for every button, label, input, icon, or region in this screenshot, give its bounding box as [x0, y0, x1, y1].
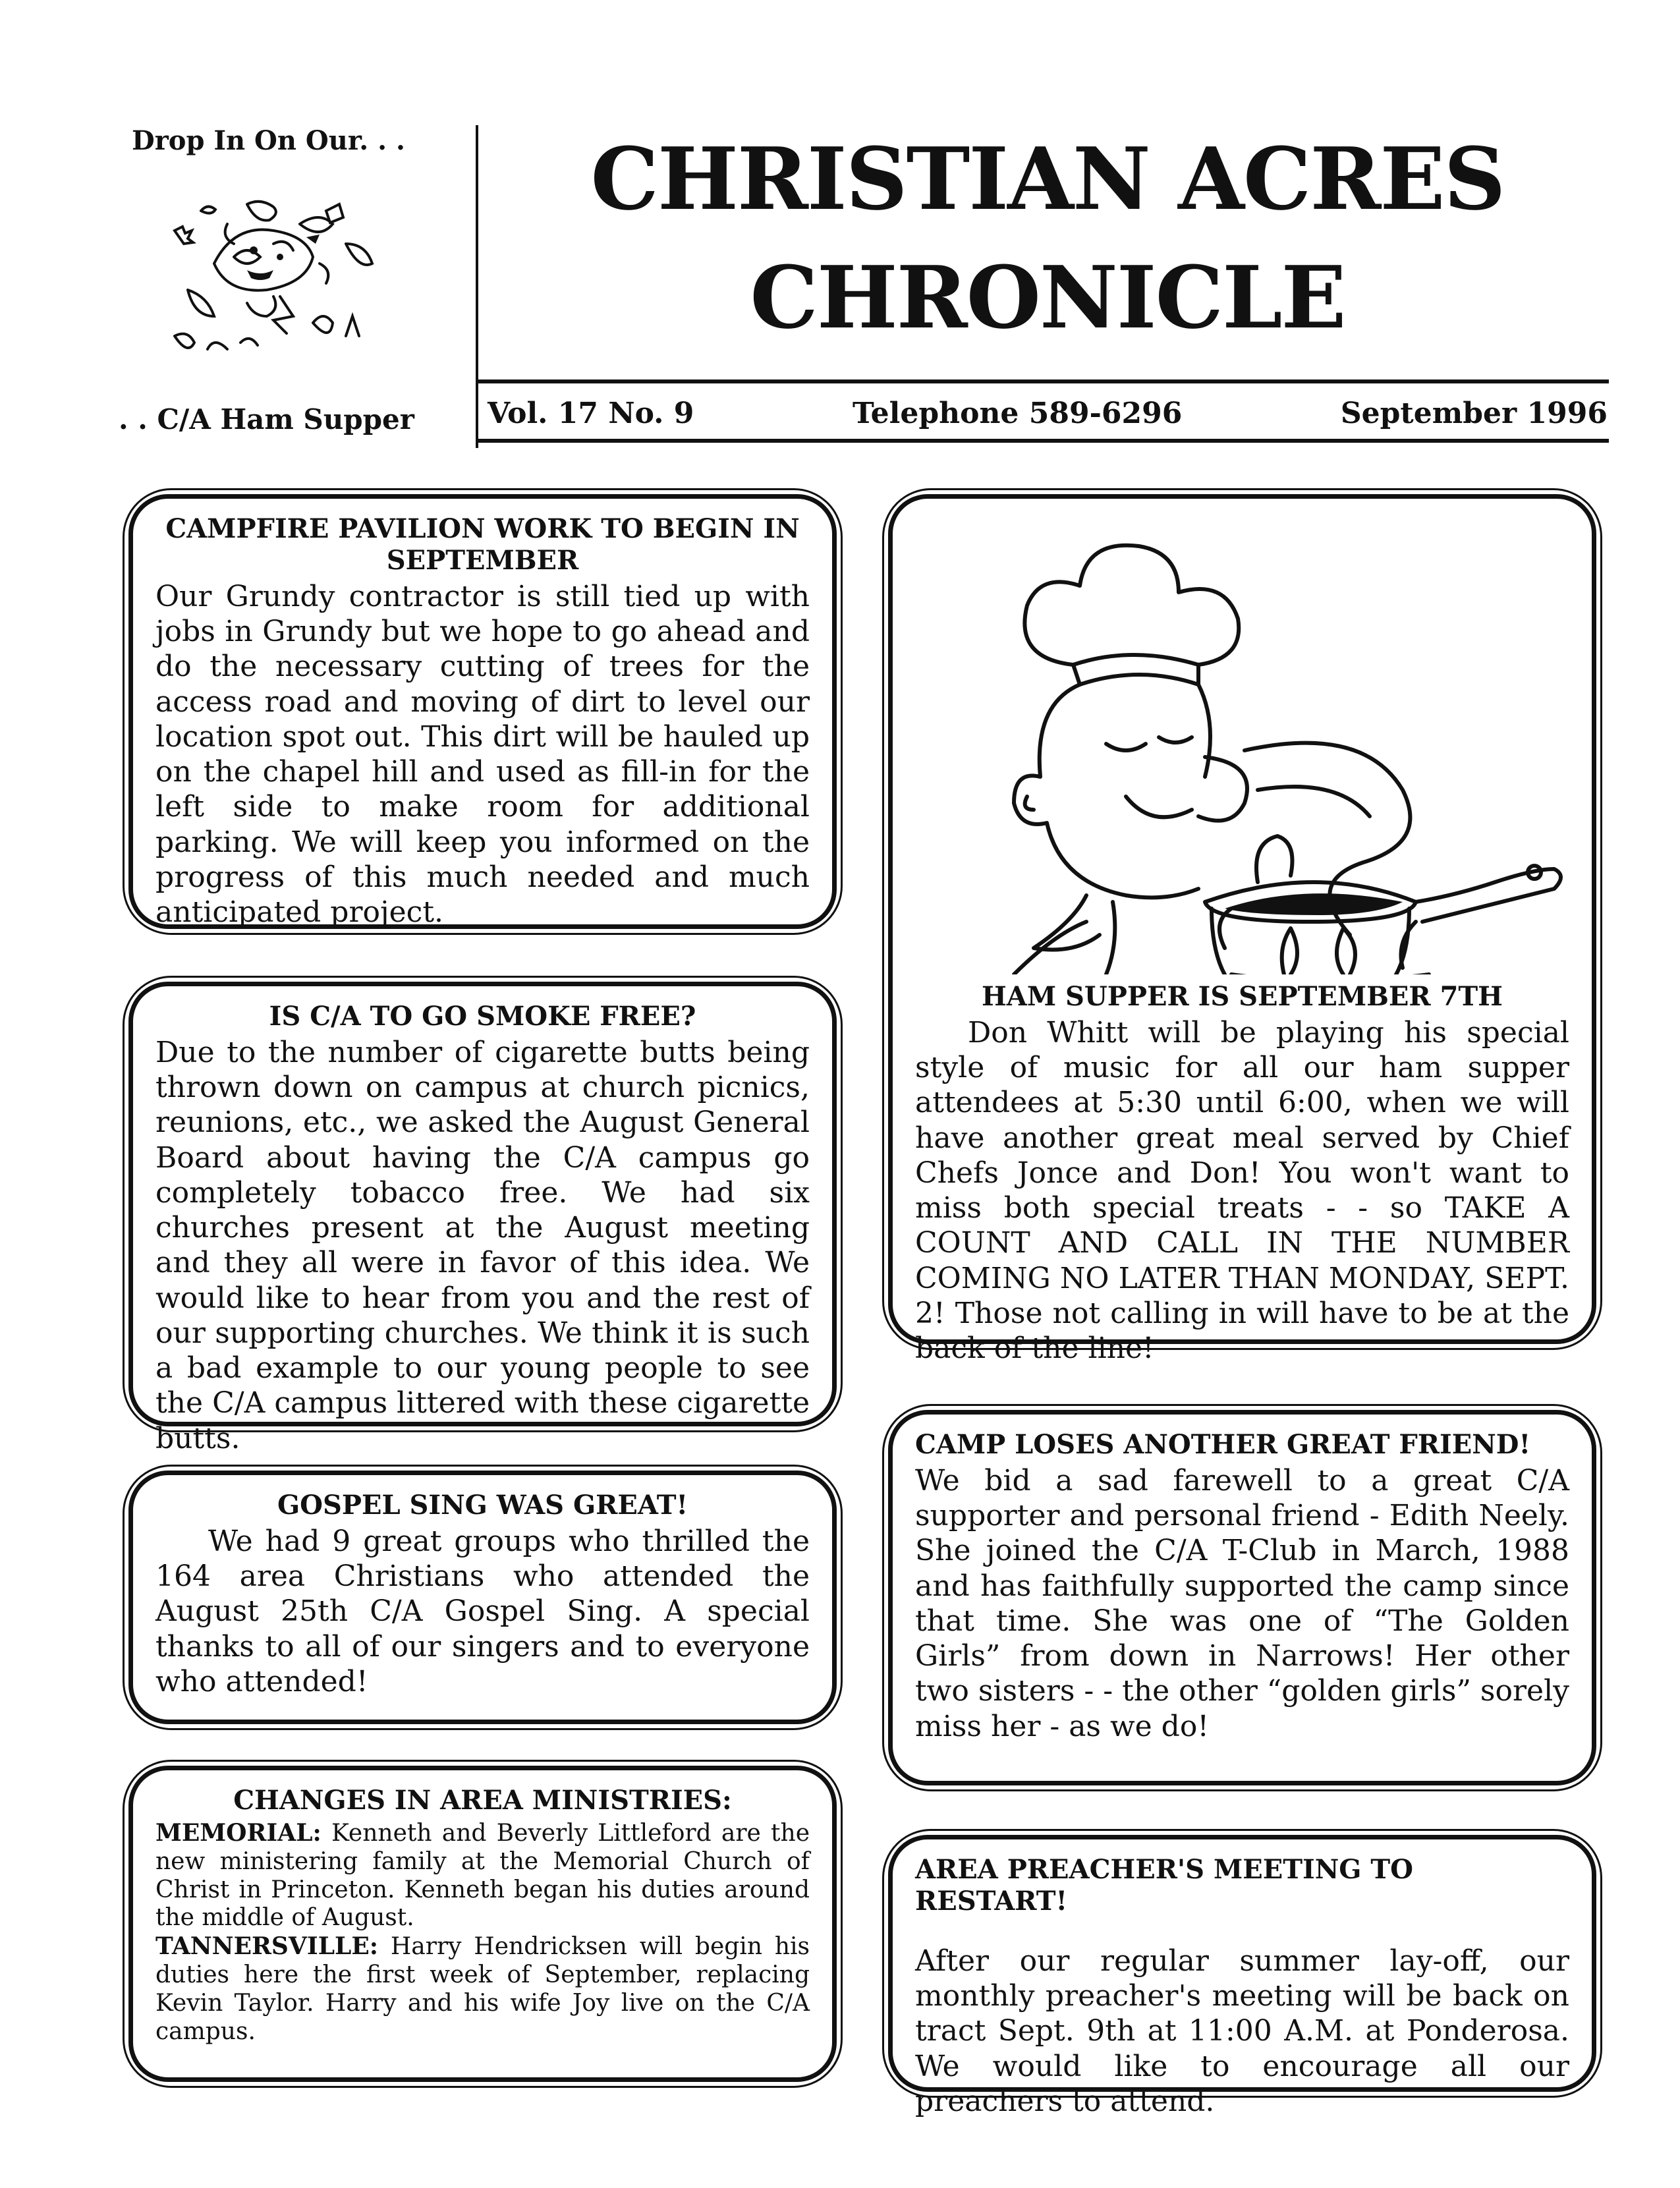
masthead-rule-top	[476, 379, 1609, 383]
article-body: Don Whitt will be playing his special style of music for all our ham supper attendees at 5:30 until 6:00, when we will have another great meal served by Chief Chefs Jonce and Don! You won't want to miss both special treats - - so TAKE A COUNT AND CALL IN THE NUMBER COMING NO LATER THAN MONDAY, SEPT. 2! Those not calling in will have to be at the back of the line!	[915, 1016, 1569, 1366]
telephone-number: Telephone 589-6296	[852, 396, 1183, 430]
article-preachers-meeting	[888, 1835, 1596, 2118]
article-headline: GOSPEL SING WAS GREAT!	[277, 1490, 688, 1521]
article-smoke-free	[128, 982, 837, 1455]
article-body: We bid a sad farewell to a great C/A supporter and personal friend - Edith Neely. She joined the C/A T-Club in March, 1988 and has faithfully supported the camp since that time. She was one of “The Golden Girls” from down in Narrows! Her other two sisters - - the other “golden girls” sorely miss her - as we do!	[915, 1464, 1569, 1743]
masthead-info-row	[488, 390, 1608, 436]
article-headline: CAMPFIRE PAVILION WORK TO BEGIN IN SEPTEMBER	[165, 513, 800, 576]
masthead-divider	[476, 125, 478, 448]
article-body	[155, 1819, 810, 1932]
newsletter-title-line1: CHRISTIAN ACRES	[590, 128, 1505, 229]
tannersville-text: Harry Hendricksen will begin his duties here the first week of September, replacing Kevin Taylor. Harry and his wife Joy live on the C/A campus.	[155, 1933, 810, 2045]
article-gospel-sing	[128, 1471, 837, 1724]
article-camp-loses-friend	[888, 1410, 1596, 1785]
article-campfire-pavilion	[128, 494, 837, 929]
volume-number: Vol. 17 No. 9	[488, 396, 694, 430]
church-label-tannersville: TANNERSVILLE:	[155, 1932, 379, 1961]
article-ham-supper	[888, 494, 1596, 1366]
issue-date: September 1996	[1340, 396, 1608, 430]
article-body: After our regular summer lay-off, our monthly preacher's meeting will be back on tract Sept. 9th at 11:00 A.M. at Ponderosa. We would like to encourage all our preachers to attend.	[915, 1944, 1569, 2118]
article-headline: HAM SUPPER IS SEPTEMBER 7TH	[982, 981, 1503, 1012]
ham-supper-doodle-illustration	[148, 184, 399, 382]
memorial-text: Kenneth and Beverly Littleford are the new ministering family at the Memorial Church of Christ in Princeton. Kenneth began his duties around the middle of August.	[155, 1820, 810, 1932]
newsletter-title-line2: CHRONICLE	[750, 247, 1345, 348]
ham-supper-label: . . C/A Ham Supper	[119, 403, 414, 435]
church-label-memorial: MEMORIAL:	[155, 1819, 322, 1847]
article-headline: AREA PREACHER'S MEETING TO RESTART!	[915, 1854, 1413, 1917]
article-headline: IS C/A TO GO SMOKE FREE?	[269, 1001, 696, 1032]
chef-cooking-illustration	[915, 513, 1574, 974]
article-body: Due to the number of cigarette butts being thrown down on campus at church picnics, reunions, etc., we asked the August General Board about having the C/A campus go completely tobacco free. We had six churches present at the August meeting and they all were in favor of this idea. We would like to hear from you and the rest of our supporting churches. We think it is such a bad example to our young people to see the C/A campus littered with these cigarette butts.	[155, 1036, 810, 1455]
article-headline: CAMP LOSES ANOTHER GREAT FRIEND!	[915, 1429, 1531, 1460]
article-body: Our Grundy contractor is still tied up with jobs in Grundy but we hope to go ahead and do the necessary cutting of trees for the access road and moving of dirt to level our location spot out. This dirt will be hauled up on the chapel hill and used as fill-in for the left side to make room for additional parking. We will keep you informed on the progress of this much needed and much anticipated project.	[155, 580, 810, 930]
masthead-rule-bottom	[476, 439, 1609, 443]
article-body	[155, 1932, 810, 2046]
article-area-ministries	[128, 1766, 837, 2082]
drop-in-label: Drop In On Our. . .	[132, 125, 405, 156]
article-body: We had 9 great groups who thrilled the 164 area Christians who attended the August 25th C/A Gospel Sing. A special thanks to all of our singers and to everyone who attended!	[155, 1525, 810, 1698]
article-headline: CHANGES IN AREA MINISTRIES:	[233, 1785, 732, 1816]
